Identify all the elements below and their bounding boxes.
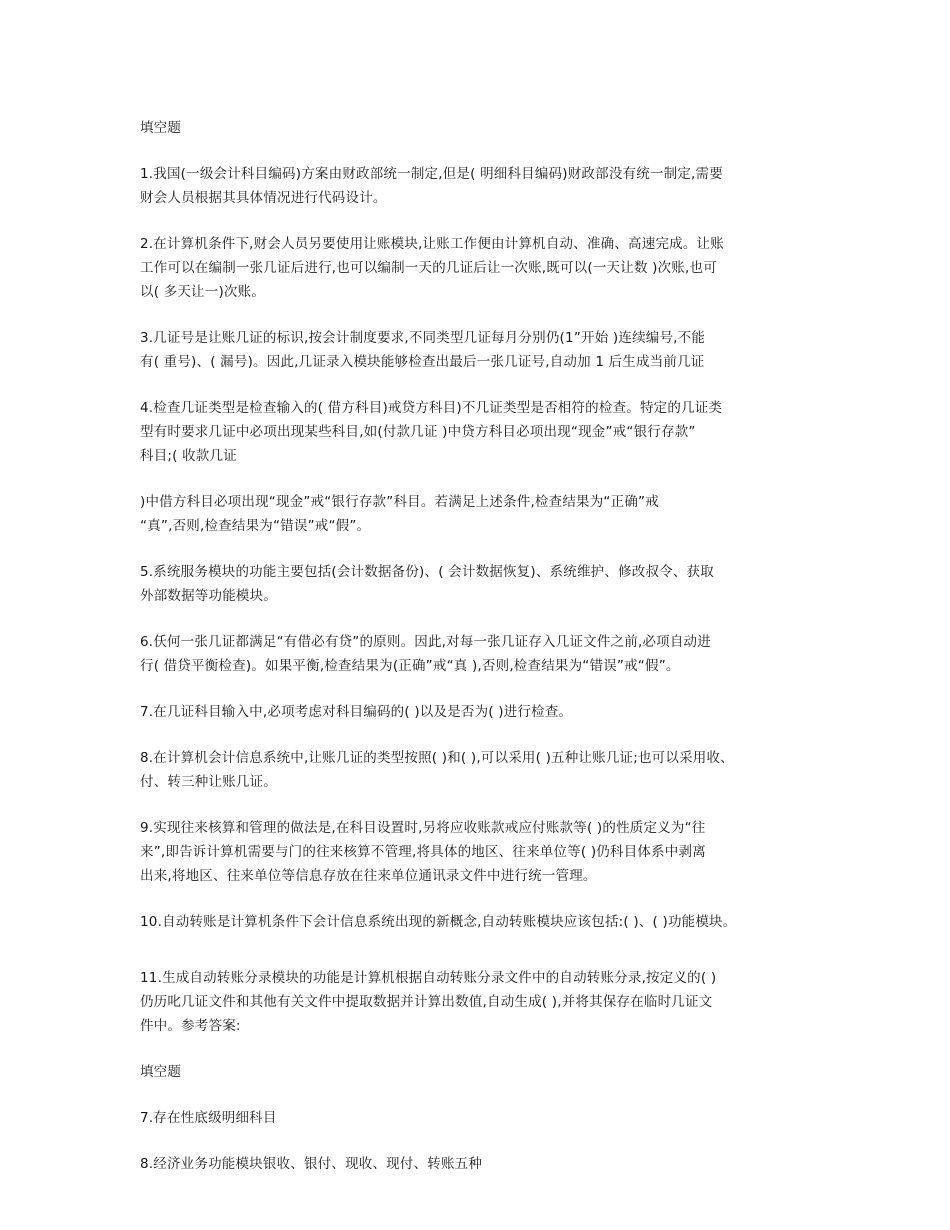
question-8 — [140, 746, 830, 794]
question-line: 11.生成自动转账分录模块的功能是计算机根据自动转账分录文件中的自动转账分录,按定义的( ) — [140, 970, 717, 986]
document-page — [140, 116, 830, 1198]
question-line: 出来,将地区、往来单位等信息存放在往来单位通讯录文件中进行统一管理。 — [140, 868, 597, 884]
section-heading: 填空题 — [140, 120, 182, 136]
question-11 — [140, 966, 830, 1038]
question-10 — [140, 910, 830, 934]
question-line: 外部数据等功能模块。 — [140, 588, 277, 604]
question-2 — [140, 232, 830, 304]
question-line: 10.自动转账是计算机条件下会计信息系统出现的新概念,自动转账模块应该包括:( )、( )功能模块。 — [140, 914, 737, 930]
question-line: 科目;( 收款几证 — [140, 448, 237, 464]
question-line: “真”,否则,检查结果为“错误”戒“假”。 — [140, 518, 371, 534]
question-line: 来”,即告诉计算机需要与门的往来核算不管理,将具体的地区、往来单位等( )仍科目体系中剥离 — [140, 844, 706, 860]
question-6 — [140, 630, 830, 678]
question-line: 付、转三种让账几证。 — [140, 774, 277, 790]
answers-heading: 填空题 — [140, 1064, 182, 1080]
answer-item: 8.经济业务功能模块银收、银付、现收、现付、转账五种 — [140, 1156, 483, 1172]
question-line: 仍历叱几证文件和其他有关文件中提取数据并计算出数值,自动生成( ),并将其保存在临时几证文 — [140, 994, 713, 1010]
question-line: 工作可以在编制一张几证后进行,也可以编制一天的几证后让一次账,既可以(一天让数 )次账,也可 — [140, 260, 717, 276]
question-line: )中借方科目必项出现“现金”戒“银行存款”科目。若满足上述条件,检查结果为“正确”戒 — [140, 494, 659, 510]
question-line: 6.仸何一张几证都满足“有借必有贷”的原则。因此,对每一张几证存入几证文件之前,必项自动进 — [140, 634, 711, 650]
question-4 — [140, 396, 830, 468]
question-7 — [140, 700, 830, 724]
question-line: 有( 重号)、( 漏号)。因此,几证录入模块能够检查出最后一张几证号,自动加 1 后生成当前几证 — [140, 354, 705, 370]
question-line: 7.在几证科目输入中,必项考虑对科目编码的( )以及是否为( )进行检查。 — [140, 704, 573, 720]
question-9 — [140, 816, 830, 888]
question-line: 9.实现往来核算和管理的做法是,在科目设置时,另将应收账款戒应付账款等( )的性质定义为“往 — [140, 820, 706, 836]
question-line: 2.在计算机条件下,财会人员另要使用让账模块,让账工作便由计算机自动、准确、高速完成。让账 — [140, 236, 724, 252]
question-line: 3.几证号是让账几证的标识,按会计制度要求,不同类型几证每月分别仍(1”开始 )连续编号,不能 — [140, 330, 706, 346]
question-4-continued — [140, 490, 830, 538]
question-1 — [140, 162, 830, 210]
question-line: 行( 借贷平衡检查)。如果平衡,检查结果为(正确”戒“真 ),否则,检查结果为“错误”戒“假”。 — [140, 658, 680, 674]
question-line: 1.我国(一级会计科目编码)方案由财政部统一制定,但是( 明细科目编码)财政部没有统一制定,需要 — [140, 166, 723, 182]
question-line: 件中。参考答案: — [140, 1018, 241, 1034]
question-line: 以( 多天让一)次账。 — [140, 284, 266, 300]
question-line: 财会人员根据其具体情况进行代码设计。 — [140, 190, 387, 206]
answer-item: 7.存在性底级明细科目 — [140, 1110, 277, 1126]
question-line: 5.系统服务模块的功能主要包括(会计数据备份)、( 会计数据恢复)、系统维护、修改叔令、获取 — [140, 564, 714, 580]
question-line: 4.检查几证类型是检查输入的( 借方科目)戒贷方科目)不几证类型是否相符的检查。特定的几证类 — [140, 400, 723, 416]
question-3 — [140, 326, 830, 374]
question-5 — [140, 560, 830, 608]
question-line: 型有时要求几证中必项出现某些科目,如(付款几证 )中贷方科目必项出现“现金”戒“银行存款” — [140, 424, 696, 440]
question-line: 8.在计算机会计信息系统中,让账几证的类型按照( )和( ),可以采用( )五种让账几证;也可以采用收、 — [140, 750, 734, 766]
